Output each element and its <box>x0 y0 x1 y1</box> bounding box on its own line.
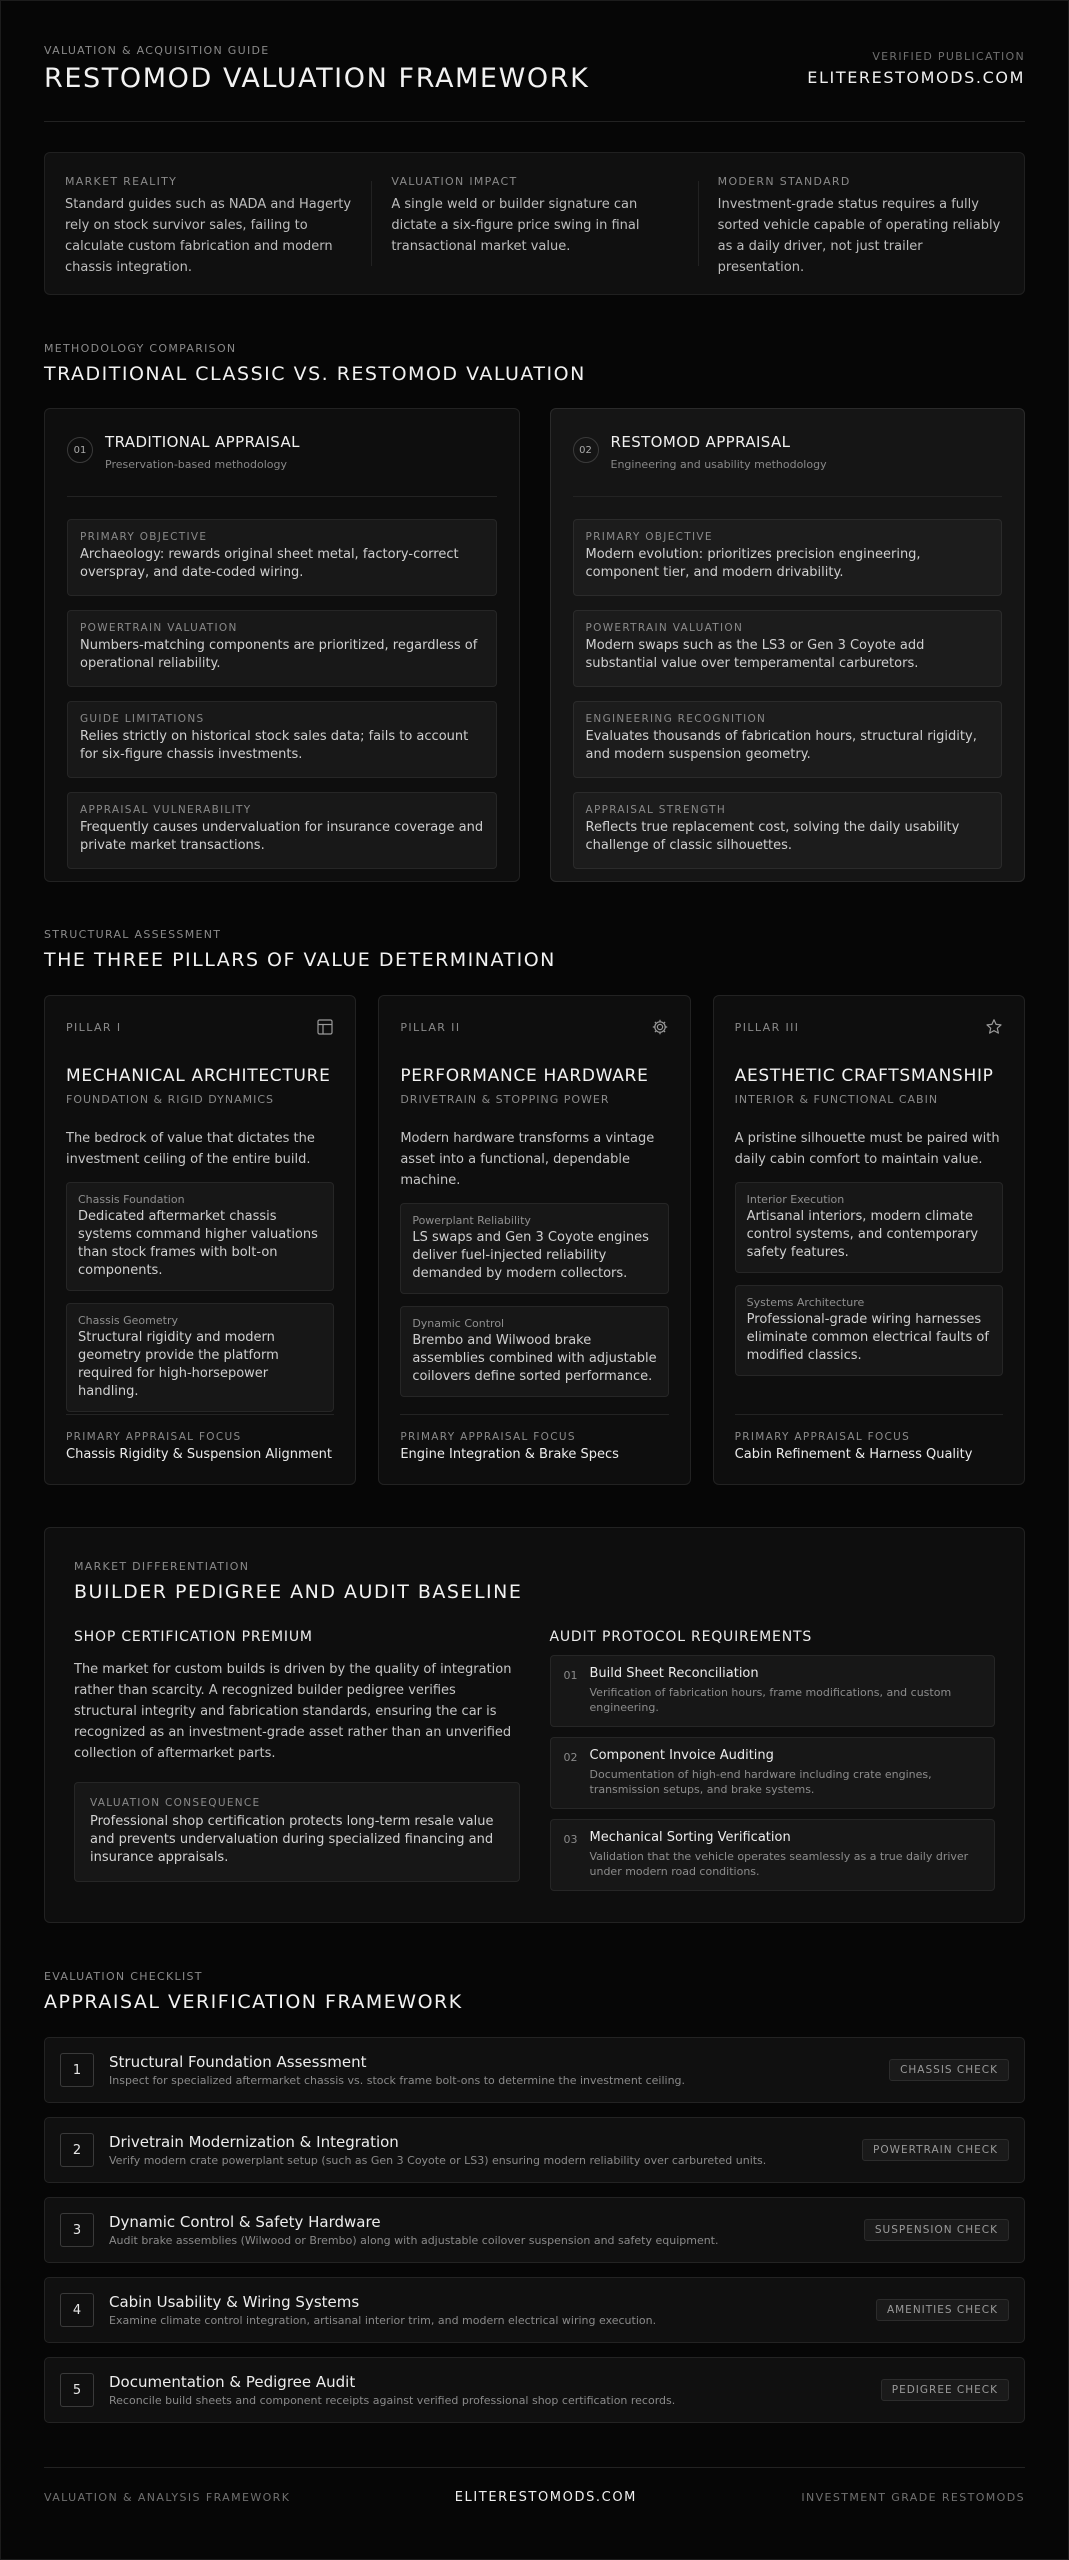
pillar-title: AESTHETIC CRAFTSMANSHIP <box>734 1066 994 1086</box>
criterion-label: APPRAISAL VULNERABILITY <box>80 804 252 816</box>
card-subtitle: Preservation-based methodology <box>105 458 287 471</box>
card-number: 01 <box>67 437 93 463</box>
pillar-focus <box>735 1414 1003 1462</box>
star-icon <box>985 1018 1003 1036</box>
pillar-label: PILLAR I <box>66 1020 122 1034</box>
detail-text: Brembo and Wilwood brake assemblies combined with adjustable coilovers define sorted performance. <box>412 1333 657 1384</box>
detail-label: Powerplant Reliability <box>412 1214 531 1227</box>
step-description: Audit brake assemblies (Wilwood or Brembo) along with adjustable coilover suspension and safety equipment. <box>109 2234 719 2247</box>
criterion-box <box>67 792 497 869</box>
criterion-text: Numbers-matching components are prioritized, regardless of operational reliability. <box>80 638 478 671</box>
header-eyebrow: VALUATION & ACQUISITION GUIDE <box>44 44 270 57</box>
criterion-label: POWERTRAIN VALUATION <box>80 622 238 634</box>
checklist-row[interactable] <box>44 2357 1025 2423</box>
pillar-card-aesthetic <box>713 995 1025 1485</box>
step-description: Inspect for specialized aftermarket chassis vs. stock frame bolt-ons to determine the investment ceiling. <box>109 2074 686 2087</box>
site-link[interactable]: ELITERESTOMODS.COM <box>807 68 1025 87</box>
column-heading: SHOP CERTIFICATION PREMIUM <box>74 1629 313 1645</box>
detail-text: Structural rigidity and modern geometry provide the platform required for high-horsepower handling. <box>78 1330 279 1399</box>
audit-number: 01 <box>563 1669 578 1682</box>
check-badge: PEDIGREE CHECK <box>881 2379 1009 2401</box>
pillar-focus <box>400 1414 668 1462</box>
pillar-detail <box>735 1182 1003 1273</box>
checklist-row[interactable] <box>44 2037 1025 2103</box>
traditional-appraisal-card <box>44 408 520 882</box>
pillar-card-mechanical <box>44 995 356 1485</box>
checklist-heading <box>44 1970 1025 2013</box>
pillar-label: PILLAR II <box>400 1020 461 1034</box>
criterion-text: Modern swaps such as the LS3 or Gen 3 Coyote add substantial value over temperamental carburetors. <box>585 638 925 671</box>
card-title: TRADITIONAL APPRAISAL <box>105 433 300 451</box>
step-title: Dynamic Control & Safety Hardware <box>109 2213 381 2231</box>
summary-text: Standard guides such as NADA and Hagerty rely on stock survivor sales, failing to calculate custom fabrication and modern chassis integration. <box>65 197 352 275</box>
focus-value: Chassis Rigidity & Suspension Alignment <box>66 1447 332 1462</box>
criterion-label: APPRAISAL STRENGTH <box>585 804 727 816</box>
pillar-subtitle: DRIVETRAIN & STOPPING POWER <box>400 1093 610 1106</box>
detail-text: Professional-grade wiring harnesses eliminate common electrical faults of modified classics. <box>746 1312 989 1363</box>
page-title: RESTOMOD VALUATION FRAMEWORK <box>44 63 590 94</box>
check-badge: AMENITIES CHECK <box>876 2299 1009 2321</box>
criterion-box <box>67 610 497 687</box>
focus-label: PRIMARY APPRAISAL FOCUS <box>734 1431 911 1443</box>
pillar-header <box>400 1018 668 1036</box>
verified-label: VERIFIED PUBLICATION <box>872 50 1025 63</box>
checklist-row[interactable] <box>44 2197 1025 2263</box>
criterion-box <box>573 701 1003 778</box>
criterion-label: POWERTRAIN VALUATION <box>585 622 744 634</box>
step-title: Documentation & Pedigree Audit <box>109 2373 356 2391</box>
summary-label: MODERN STANDARD <box>717 175 851 188</box>
pillar-subtitle: FOUNDATION & RIGID DYNAMICS <box>66 1093 274 1106</box>
consequence-label: VALUATION CONSEQUENCE <box>90 1797 261 1809</box>
card-header <box>573 433 1003 497</box>
section-eyebrow: MARKET DIFFERENTIATION <box>74 1560 250 1573</box>
step-description: Reconcile build sheets and component receipts against verified professional shop certification records. <box>109 2394 676 2407</box>
section-title: BUILDER PEDIGREE AND AUDIT BASELINE <box>74 1581 523 1603</box>
pillar-detail <box>66 1303 334 1412</box>
comparison-cards <box>44 408 1025 882</box>
criterion-label: PRIMARY OBJECTIVE <box>585 531 713 543</box>
step-number: 2 <box>60 2133 94 2167</box>
summary-strip <box>44 152 1025 295</box>
audit-title: Component Invoice Auditing <box>589 1748 774 1763</box>
pillar-detail <box>400 1203 668 1294</box>
section-eyebrow: STRUCTURAL ASSESSMENT <box>44 928 222 941</box>
summary-label: MARKET REALITY <box>65 175 178 188</box>
check-badge: POWERTRAIN CHECK <box>862 2139 1009 2161</box>
criterion-label: PRIMARY OBJECTIVE <box>80 531 208 543</box>
criterion-text: Frequently causes undervaluation for insurance coverage and private market transactions. <box>80 820 484 853</box>
pillar-detail <box>735 1285 1003 1376</box>
criterion-text: Relies strictly on historical stock sales data; fails to account for six-figure chassis investments. <box>80 729 469 762</box>
step-title: Cabin Usability & Wiring Systems <box>109 2293 360 2311</box>
pillar-detail <box>400 1306 668 1397</box>
restomod-appraisal-card <box>550 408 1026 882</box>
pillar-cards <box>44 995 1025 1485</box>
page-footer <box>44 2467 1025 2527</box>
section-title: THE THREE PILLARS OF VALUE DETERMINATION <box>44 949 556 971</box>
step-number: 5 <box>60 2373 94 2407</box>
step-description: Examine climate control integration, artisanal interior trim, and modern electrical wiring execution. <box>109 2314 657 2327</box>
checklist <box>44 2037 1025 2437</box>
market-differentiation-panel <box>44 1527 1025 1923</box>
criterion-box <box>573 610 1003 687</box>
criterion-label: ENGINEERING RECOGNITION <box>585 713 767 725</box>
summary-text: A single weld or builder signature can dictate a six-figure price swing in final transactional market value. <box>391 197 640 254</box>
focus-label: PRIMARY APPRAISAL FOCUS <box>400 1431 576 1443</box>
card-header <box>67 433 497 497</box>
gear-icon <box>651 1018 669 1036</box>
pillar-title: PERFORMANCE HARDWARE <box>400 1066 649 1086</box>
footer-right-text: INVESTMENT GRADE RESTOMODS <box>801 2491 1025 2504</box>
summary-valuation-impact <box>371 153 697 294</box>
detail-label: Dynamic Control <box>412 1317 505 1330</box>
detail-label: Interior Execution <box>746 1193 845 1206</box>
market-columns <box>74 1629 995 1891</box>
layout-icon <box>316 1018 334 1036</box>
header-publication <box>807 50 1025 87</box>
audit-title: Build Sheet Reconciliation <box>589 1666 759 1681</box>
audit-number: 03 <box>563 1833 578 1846</box>
page-header <box>44 44 1025 122</box>
criterion-text: Reflects true replacement cost, solving the daily usability challenge of classic silhouettes. <box>585 820 960 853</box>
step-title: Structural Foundation Assessment <box>109 2053 367 2071</box>
check-badge: CHASSIS CHECK <box>889 2059 1009 2081</box>
criterion-text: Modern evolution: prioritizes precision engineering, component tier, and modern drivability. <box>585 547 921 580</box>
detail-text: LS swaps and Gen 3 Coyote engines deliver fuel-injected reliability demanded by modern collectors. <box>412 1230 649 1281</box>
audit-item <box>550 1737 996 1809</box>
audit-description: Validation that the vehicle operates seamlessly as a true daily driver under modern road conditions. <box>589 1850 969 1878</box>
detail-text: Dedicated aftermarket chassis systems command higher valuations than stock frames with bolt-on components. <box>78 1209 318 1278</box>
section-eyebrow: EVALUATION CHECKLIST <box>44 1970 203 1983</box>
card-title: RESTOMOD APPRAISAL <box>610 433 791 451</box>
pillar-detail <box>66 1182 334 1291</box>
footer-site-link[interactable]: ELITERESTOMODS.COM <box>454 2490 637 2505</box>
criterion-box <box>67 519 497 596</box>
detail-label: Chassis Geometry <box>78 1314 178 1327</box>
criterion-text: Evaluates thousands of fabrication hours, structural rigidity, and modern suspension geometry. <box>585 729 977 762</box>
pillar-focus <box>66 1414 334 1462</box>
pillar-title: MECHANICAL ARCHITECTURE <box>66 1066 331 1086</box>
pillar-header <box>735 1018 1003 1036</box>
consequence-text: Professional shop certification protects long-term resale value and prevents undervaluation during specialized financing and insurance appraisals. <box>90 1814 494 1865</box>
valuation-consequence-box <box>74 1782 520 1882</box>
footer-left-text: VALUATION & ANALYSIS FRAMEWORK <box>44 2491 291 2504</box>
pillar-card-performance <box>378 995 690 1485</box>
detail-label: Chassis Foundation <box>78 1193 185 1206</box>
card-subtitle: Engineering and usability methodology <box>610 458 827 471</box>
column-heading: AUDIT PROTOCOL REQUIREMENTS <box>549 1629 813 1645</box>
criterion-label: GUIDE LIMITATIONS <box>80 713 205 725</box>
step-title: Drivetrain Modernization & Integration <box>109 2133 399 2151</box>
pillars-heading <box>44 928 1025 971</box>
step-description: Verify modern crate powerplant setup (such as Gen 3 Coyote or LS3) ensuring modern reliability over carbureted units. <box>109 2154 767 2167</box>
summary-label: VALUATION IMPACT <box>391 175 518 188</box>
focus-value: Cabin Refinement & Harness Quality <box>734 1447 973 1462</box>
section-title: TRADITIONAL CLASSIC VS. RESTOMOD VALUATION <box>44 363 586 385</box>
focus-label: PRIMARY APPRAISAL FOCUS <box>66 1431 242 1443</box>
checklist-row[interactable] <box>44 2277 1025 2343</box>
focus-value: Engine Integration & Brake Specs <box>400 1447 619 1462</box>
pillar-header <box>66 1018 334 1036</box>
criterion-text: Archaeology: rewards original sheet metal, factory-correct overspray, and date-coded wiring. <box>80 547 459 580</box>
audit-column <box>550 1629 996 1891</box>
pillar-label: PILLAR III <box>734 1020 800 1034</box>
checklist-row[interactable] <box>44 2117 1025 2183</box>
summary-market-reality <box>45 153 371 294</box>
section-title: APPRAISAL VERIFICATION FRAMEWORK <box>44 1991 463 2013</box>
criterion-box <box>67 701 497 778</box>
detail-label: Systems Architecture <box>746 1296 865 1309</box>
audit-title: Mechanical Sorting Verification <box>589 1830 791 1845</box>
audit-number: 02 <box>563 1751 578 1764</box>
audit-description: Verification of fabrication hours, frame modifications, and custom engineering. <box>589 1686 952 1714</box>
pillar-description: Modern hardware transforms a vintage asset into a functional, dependable machine. <box>400 1131 655 1188</box>
summary-modern-standard <box>698 153 1024 294</box>
comparison-heading <box>44 342 1025 385</box>
detail-text: Artisanal interiors, modern climate control systems, and contemporary safety features. <box>746 1209 979 1260</box>
step-number: 4 <box>60 2293 94 2327</box>
criterion-box <box>573 792 1003 869</box>
audit-item <box>550 1819 996 1891</box>
pillar-subtitle: INTERIOR & FUNCTIONAL CABIN <box>734 1093 939 1106</box>
summary-text: Investment-grade status requires a fully sorted vehicle capable of operating reliably as a daily driver, not just trailer presentation. <box>717 197 1001 275</box>
check-badge: SUSPENSION CHECK <box>864 2219 1009 2241</box>
certification-column <box>74 1629 520 1891</box>
card-number: 02 <box>573 437 599 463</box>
step-number: 1 <box>60 2053 94 2087</box>
step-number: 3 <box>60 2213 94 2247</box>
pillar-description: The bedrock of value that dictates the investment ceiling of the entire build. <box>66 1131 315 1167</box>
criterion-box <box>573 519 1003 596</box>
audit-item <box>550 1655 996 1727</box>
pillar-description: A pristine silhouette must be paired with daily cabin comfort to maintain value. <box>734 1131 1000 1167</box>
section-eyebrow: METHODOLOGY COMPARISON <box>44 342 237 355</box>
certification-body: The market for custom builds is driven by the quality of integration rather than scarcity. A recognized builder pedigree verifies structural integrity and fabrication standards, ensuring the car is recognized as an investment-grade asset rather than an unverified collection of aftermarket parts. <box>74 1662 512 1761</box>
audit-description: Documentation of high-end hardware including crate engines, transmission setups, and brake systems. <box>589 1768 932 1796</box>
